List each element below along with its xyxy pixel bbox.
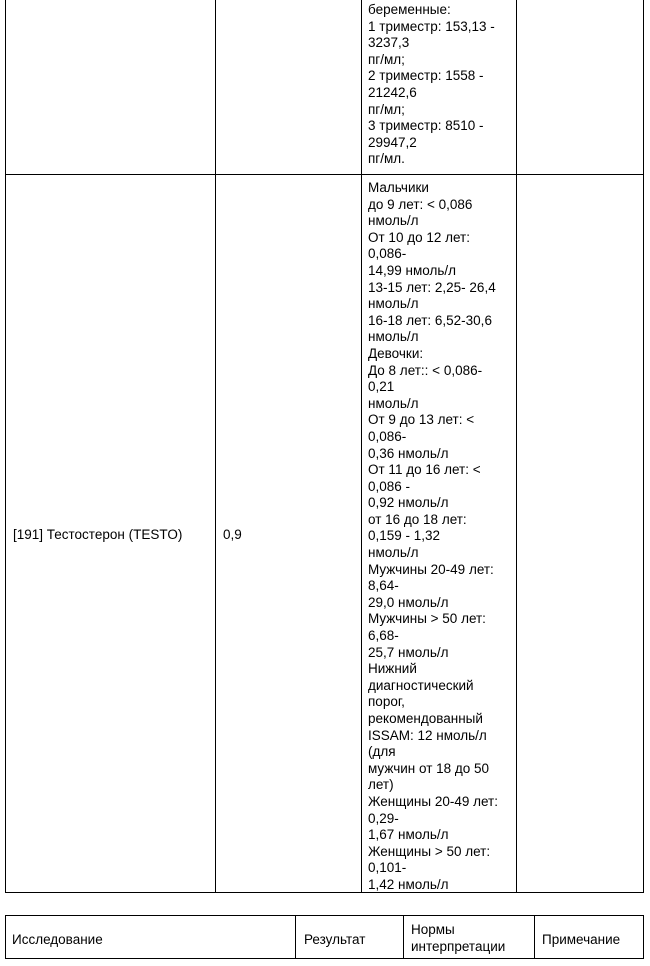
norms-cell-testosterone: Мальчики до 9 лет: < 0,086 нмоль/л От 10 до 12 лет: 0,086- 14,99 нмоль/л 13-15 лет: 2,25- 26,4 нмоль/л 16-18 лет: 6,52-30,6 нмоль/л Девочки: До 8 лет:: < 0,086- 0,21 нмоль/л От 9 до 13 лет: < 0,086- 0,36 нмоль/л От 11 до 16 лет: < 0,086 - 0,92 нмоль/л от 16 до 18 лет: 0,159 - 1,32 нмоль/л Мужчины 20-49 лет: 8,64- 29,0 нмоль/л Мужчины > 50 лет: 6,68- 25,7 нмоль/л Нижний диагностический порог, рекомендованный ISSAM: 12 нмоль/л (для мужчин от 18 до 50 лет) Женщины 20-49 лет: 0,29- 1,67 нмоль/л Женщины > 50 лет: 0,101- 1,42 нмоль/л <box>368 180 498 892</box>
header-result: Результат <box>304 932 366 947</box>
header-border-right <box>643 915 644 959</box>
result-value: 0,9 <box>223 527 242 542</box>
header-study: Исследование <box>12 932 103 947</box>
header-note: Примечание <box>542 932 621 947</box>
header-divider-2 <box>403 915 404 959</box>
table-border-left <box>5 0 6 893</box>
header-norms: Нормы интерпретации <box>411 922 506 954</box>
table-border-bottom <box>5 892 644 893</box>
header-border-left <box>5 915 6 959</box>
table-border-right <box>643 0 644 893</box>
header-border-top <box>5 915 644 916</box>
header-divider-1 <box>295 915 296 959</box>
table-divider-norms-note <box>516 0 517 893</box>
header-divider-3 <box>534 915 535 959</box>
table-divider-study-result <box>215 0 216 893</box>
table-divider-result-norms <box>361 0 362 893</box>
norms-cell-continued: беременные: 1 триместр: 153,13 - 3237,3 пг/мл; 2 триместр: 1558 - 21242,6 пг/мл; 3 триместр: 8510 - 29947,2 пг/мл. <box>368 2 495 167</box>
study-name-testosterone: [191] Тестостерон (TESTO) <box>13 527 183 542</box>
row-separator <box>5 174 644 175</box>
header-border-bottom <box>5 958 644 959</box>
